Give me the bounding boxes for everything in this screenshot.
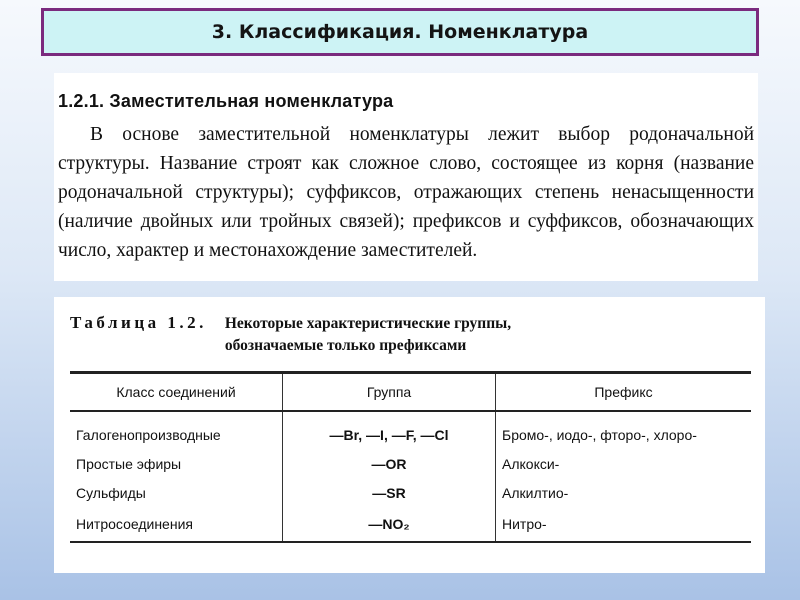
table-header-row	[70, 373, 751, 412]
cell-prefix: Нитро-	[496, 507, 752, 542]
text-scan-panel	[54, 73, 758, 281]
characteristic-groups-table	[70, 371, 751, 543]
cell-class: Галогенопроизводные	[76, 426, 221, 443]
table-caption-label: Таблица 1.2.	[70, 313, 207, 332]
cell-prefix: Бромо-, иодо-, фторо-, хлоро-	[496, 411, 752, 449]
table-row	[70, 411, 751, 449]
table-row	[70, 449, 751, 478]
table-caption-title	[225, 313, 511, 357]
header-group: Группа	[283, 373, 496, 412]
cell-class: Нитросоединения	[70, 507, 283, 542]
cell-group: —NO₂	[283, 507, 496, 542]
table-caption	[70, 313, 749, 357]
header-prefix: Префикс	[496, 373, 752, 412]
cell-prefix: Алкилтио-	[496, 478, 752, 507]
section-paragraph: В основе заместительной номенклатуры лежит выбор родоначальной структуры. Название строят как сложное слово, состоящее из корня (название родоначальной структуры); суффиксов, отражающих степень ненасыщенности (наличие двойных или тройных связей); префиксов и суффиксов, обозначающих число, характер и местонахождение заместителей.	[58, 124, 754, 261]
table-caption-title-line2: обозначаемые только префиксами	[224, 337, 467, 354]
cell-group: —SR	[283, 478, 496, 507]
table-scan-panel	[54, 297, 765, 573]
slide-title: 3. Классификация. Номенклатура	[211, 21, 589, 43]
table-row	[70, 507, 751, 542]
cell-class: Простые эфиры	[76, 455, 182, 472]
cell-class: Сульфиды	[76, 484, 146, 501]
cell-group: —Br, —I, —F, —Cl	[283, 411, 496, 449]
header-class: Класс соединений	[70, 373, 283, 412]
section-heading: 1.2.1. Заместительная номенклатура	[58, 91, 394, 111]
table-caption-title-line1: Некоторые характеристические группы,	[224, 315, 512, 332]
cell-group: —OR	[283, 449, 496, 478]
slide-title-box	[41, 8, 759, 56]
cell-prefix: Алкокси-	[496, 449, 752, 478]
table-row	[70, 478, 751, 507]
